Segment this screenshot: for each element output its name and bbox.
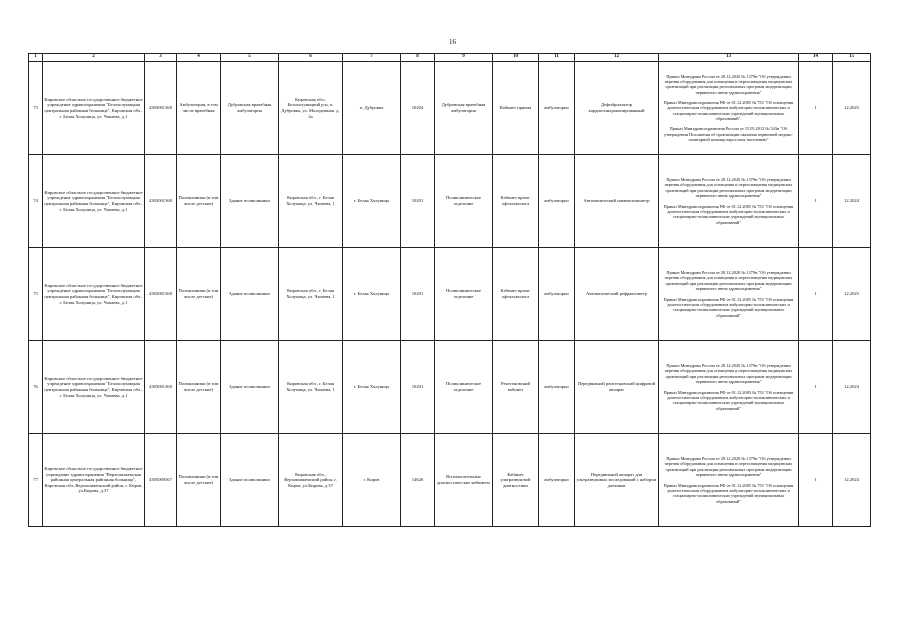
- column-number: 11: [539, 54, 575, 62]
- code-cell: 10201: [401, 248, 435, 341]
- settlement-cell: г. Киров: [343, 434, 401, 527]
- legal-paragraph: Приказ Минздрава России от 28.12.2020 № 1379н "Об утверждении перечня оборудования для оснащения и переоснащения медицинских организаций при реализации региональных программ модернизации первичного звена здравоохранения": [664, 456, 793, 478]
- column-number: 1: [29, 54, 43, 62]
- legal-paragraph: Приказ Минздравсоцразвития РФ от 01.12.2005 № 753 "Об оснащении диагностическим оборудованием амбулаторно-поликлинических и стационарно-поликлинических учреждений муниципальных образований": [663, 482, 794, 504]
- legal-paragraph: Приказ Минздрава России от 28.12.2020 № 1379н "Об утверждении перечня оборудования для оснащения и переоснащения медицинских организаций при реализации региональных программ модернизации первичного звена здравоохранения": [664, 177, 793, 199]
- legal-basis-cell: [659, 434, 799, 527]
- equipment-cell: Автоматический рефрактометр: [575, 248, 659, 341]
- legal-basis-cell: [659, 62, 799, 155]
- code-cell: 10201: [401, 155, 435, 248]
- organization-cell: Кировское областное государственное бюджетное учреждение здравоохранения "Верхошижемская районная центральная районная больница", Кировская обл.,Верхошижемский район, г. Киров, ул.Кирова, д.37: [43, 434, 145, 527]
- facility-type-cell: Поликлиники (в том числе детские): [177, 434, 221, 527]
- organization-cell: Кировское областное государственное бюджетное учреждение здравоохранения "Белохолуницкая центральная районная больница", Кировская обл., г. Белая Холуница, ул. Чапаева, д.1: [43, 248, 145, 341]
- facility-type-cell: Поликлиники (в том числе детские): [177, 248, 221, 341]
- table-row: [29, 434, 871, 527]
- care-condition-cell: амбулаторно: [539, 62, 575, 155]
- legal-paragraph: Приказ Минздравсоцразвития РФ от 01.12.2005 № 753 "Об оснащении диагностическим оборудованием амбулаторно-поликлинических и стационарно-поликлинических учреждений муниципальных образований": [663, 203, 794, 225]
- quantity-cell: 1: [799, 248, 833, 341]
- legal-basis-cell: [659, 248, 799, 341]
- date-cell: 12.2024: [833, 434, 871, 527]
- address-cell: Кировская обл., г. Белая Холуница, ул. Чапаева, 1: [279, 155, 343, 248]
- equipment-cell: Передвижной рентгеновский цифровой аппарат: [575, 341, 659, 434]
- column-number: 15: [833, 54, 871, 62]
- organization-cell: Кировское областное государственное бюджетное учреждение здравоохранения "Белохолуницкая центральная районная больница", Кировская обл., г. Белая Холуница, ул. Чапаева, д.1: [43, 62, 145, 155]
- column-number: 7: [343, 54, 401, 62]
- facility-type-cell: Поликлиники (в том числе детские): [177, 155, 221, 248]
- building-name-cell: Здание поликлиники: [221, 248, 279, 341]
- column-number: 6: [279, 54, 343, 62]
- inn-cell: 4303001360: [145, 248, 177, 341]
- department-cell: Вспомогательные диагностические кабинеты: [435, 434, 493, 527]
- date-cell: 12.2025: [833, 62, 871, 155]
- column-number: 4: [177, 54, 221, 62]
- column-number: 9: [435, 54, 493, 62]
- legal-paragraph: Приказ Минздравсоцразвития РФ от 01.12.2005 № 753 "Об оснащении диагностическим оборудованием амбулаторно-поликлинических и стационарно-поликлинических учреждений муниципальных образований".: [663, 99, 794, 122]
- date-cell: 12.2024: [833, 155, 871, 248]
- column-number: 3: [145, 54, 177, 62]
- column-number: 12: [575, 54, 659, 62]
- row-number-cell: 73: [29, 62, 43, 155]
- quantity-cell: 1: [799, 341, 833, 434]
- address-cell: Кировская обл., Верхошижемский район, г. Киров, ул.Кирова, д.37: [279, 434, 343, 527]
- department-cell: Поликлиническое отделение: [435, 248, 493, 341]
- legal-paragraph: Приказ Минздрава России от 28.12.2020 № 1379н "Об утверждении перечня оборудования для оснащения и переоснащения медицинских организаций при реализации региональных программ модернизации первичного звена здравоохранения": [664, 270, 793, 292]
- row-number-cell: 74: [29, 155, 43, 248]
- department-cell: Поликлиническое отделение: [435, 155, 493, 248]
- page-number: 16: [449, 38, 456, 46]
- address-cell: Кировская обл., г. Белая Холуница, ул. Чапаева, 1: [279, 341, 343, 434]
- date-cell: 12.2024: [833, 341, 871, 434]
- row-number-cell: 77: [29, 434, 43, 527]
- building-name-cell: Здание поликлиники: [221, 155, 279, 248]
- table-row: [29, 155, 871, 248]
- legal-paragraph: Приказ Минздравсоцразвития РФ от 01.12.2005 № 753 "Об оснащении диагностическим оборудованием амбулаторно-поликлинических и стационарно-поликлинических учреждений муниципальных образований": [663, 296, 794, 318]
- room-cell: Кабинет врача-офтальмолога: [493, 155, 539, 248]
- address-cell: Кировская обл., г. Белая Холуница, ул. Чапаева, 1: [279, 248, 343, 341]
- organization-cell: Кировское областное государственное бюджетное учреждение здравоохранения "Белохолуницкая центральная районная больница", Кировская обл., г. Белая Холуница, ул. Чапаева, д.1: [43, 341, 145, 434]
- room-cell: Кабинет приема: [493, 62, 539, 155]
- column-number: 10: [493, 54, 539, 62]
- department-cell: Дубровская врачебная амбулатория: [435, 62, 493, 155]
- settlement-cell: г. Белая Холуница: [343, 341, 401, 434]
- legal-paragraph: Приказ Минздравсоцразвития РФ от 01.12.2005 № 753 "Об оснащении диагностическим оборудованием амбулаторно-поликлинических и стационарно-поликлинических учреждений муниципальных образований": [663, 389, 794, 411]
- inn-cell: 4303001360: [145, 62, 177, 155]
- care-condition-cell: амбулаторно: [539, 155, 575, 248]
- inn-cell: 4303001360: [145, 155, 177, 248]
- settlement-cell: г. Белая Холуница: [343, 155, 401, 248]
- building-name-cell: Здание поликлиники: [221, 434, 279, 527]
- department-cell: Поликлиническое отделение: [435, 341, 493, 434]
- table-row: [29, 248, 871, 341]
- equipment-table: [28, 53, 871, 527]
- care-condition-cell: амбулаторно: [539, 434, 575, 527]
- address-cell: Кировская обл., Белохолуницкий р-н, п. Дубровка, ул. Молодежная, д. 2а: [279, 62, 343, 155]
- facility-type-cell: Поликлиники (в том числе детские): [177, 341, 221, 434]
- inn-cell: 4303001360: [145, 341, 177, 434]
- quantity-cell: 1: [799, 62, 833, 155]
- care-condition-cell: амбулаторно: [539, 341, 575, 434]
- column-number-row: [29, 54, 871, 62]
- building-name-cell: Дубровская врачебная амбулатория: [221, 62, 279, 155]
- column-number: 13: [659, 54, 799, 62]
- organization-cell: Кировское областное государственное бюджетное учреждение здравоохранения "Белохолуницкая центральная районная больница", Кировская обл., г. Белая Холуница, ул. Чапаева, д.1: [43, 155, 145, 248]
- column-number: 5: [221, 54, 279, 62]
- equipment-cell: Автоматический пневмотонометр: [575, 155, 659, 248]
- equipment-cell: Передвижной аппарат для ультразвуковых исследований с набором датчиков: [575, 434, 659, 527]
- facility-type-cell: Амбулатория, в том числе врачебная: [177, 62, 221, 155]
- legal-basis-cell: [659, 341, 799, 434]
- room-cell: Кабинет ультразвуковой диагностики: [493, 434, 539, 527]
- code-cell: 10201: [401, 341, 435, 434]
- date-cell: 12.2025: [833, 248, 871, 341]
- quantity-cell: 1: [799, 155, 833, 248]
- legal-basis-cell: [659, 155, 799, 248]
- settlement-cell: г. Белая Холуница: [343, 248, 401, 341]
- equipment-cell: Дефибриллятор кардиосинхронизированный: [575, 62, 659, 155]
- code-cell: 10204: [401, 62, 435, 155]
- table-row: [29, 62, 871, 155]
- legal-paragraph: Приказ Минздрава России от 28.12.2020 № 1379н "Об утверждении перечня оборудования для оснащения и переоснащения медицинских организаций при реализации региональных программ модернизации первичного звена здравоохранения": [664, 363, 793, 385]
- row-number-cell: 76: [29, 341, 43, 434]
- column-number: 8: [401, 54, 435, 62]
- code-cell: 14626: [401, 434, 435, 527]
- building-name-cell: Здание поликлиники: [221, 341, 279, 434]
- column-number: 14: [799, 54, 833, 62]
- settlement-cell: п. Дубровка: [343, 62, 401, 155]
- table-row: [29, 341, 871, 434]
- legal-paragraph: Приказ Минздравсоцразвития России от 15.05.2012 № 543н "Об утверждении Положения об организации оказания первичной медико-санитарной помощи взрослому населению": [663, 126, 794, 143]
- row-number-cell: 75: [29, 248, 43, 341]
- room-cell: Кабинет врача-офтальмолога: [493, 248, 539, 341]
- care-condition-cell: амбулаторно: [539, 248, 575, 341]
- room-cell: Рентгеновский кабинет: [493, 341, 539, 434]
- legal-paragraph: Приказ Минздрава России от 28.12.2020 № 1379н "Об утверждении перечня оборудования для оснащения и переоснащения медицинских организаций при реализации региональных программ модернизации первичного звена здравоохранения": [664, 73, 793, 95]
- column-number: 2: [43, 54, 145, 62]
- quantity-cell: 1: [799, 434, 833, 527]
- inn-cell: 4305000567: [145, 434, 177, 527]
